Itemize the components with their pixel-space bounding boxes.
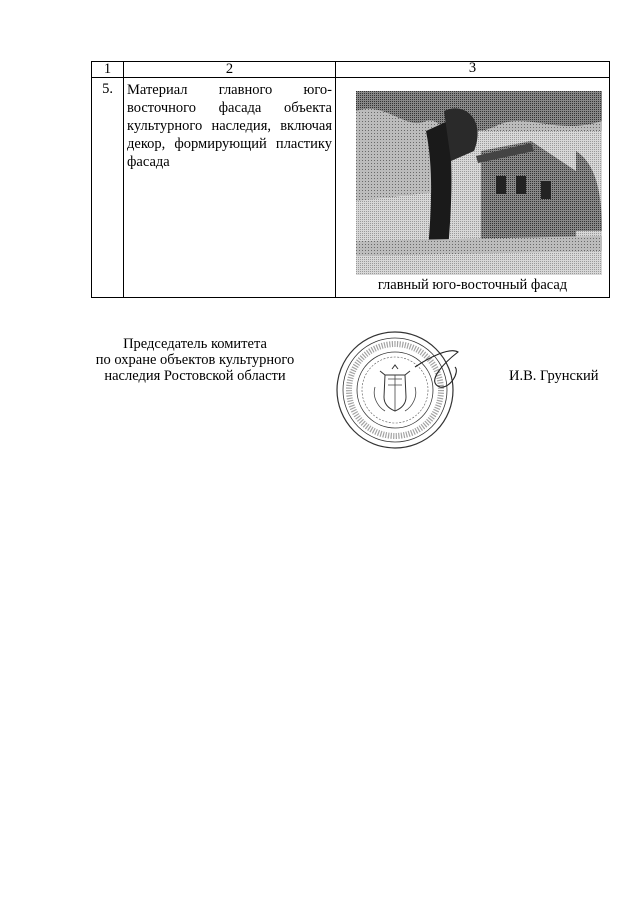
position-line-2: по охране объектов культурного (95, 352, 295, 368)
photo-cell (336, 78, 610, 298)
official-seal (330, 327, 465, 452)
handwritten-signature (415, 351, 458, 387)
header-col-3: 3 (336, 62, 610, 78)
table-row (92, 78, 610, 298)
position-line-3: наследия Ростовской области (104, 368, 286, 384)
photo-caption: главный юго-восточный фасад (377, 277, 568, 293)
facade-photo (356, 91, 602, 275)
row-description: Материал главного юго-восточного фасада объекта культурного наследия, включая декор, формирующий пластику фасада (124, 78, 336, 298)
coat-of-arms-icon (374, 365, 416, 411)
signatory-name: И.В. Грунский (509, 368, 599, 384)
signatory-position (70, 336, 320, 384)
table-header-row (92, 62, 610, 78)
header-col-2: 2 (124, 62, 336, 78)
position-line-1: Председатель комитета (123, 336, 267, 352)
row-number: 5. (92, 78, 124, 298)
heritage-table (91, 61, 610, 298)
header-col-1: 1 (92, 62, 124, 78)
